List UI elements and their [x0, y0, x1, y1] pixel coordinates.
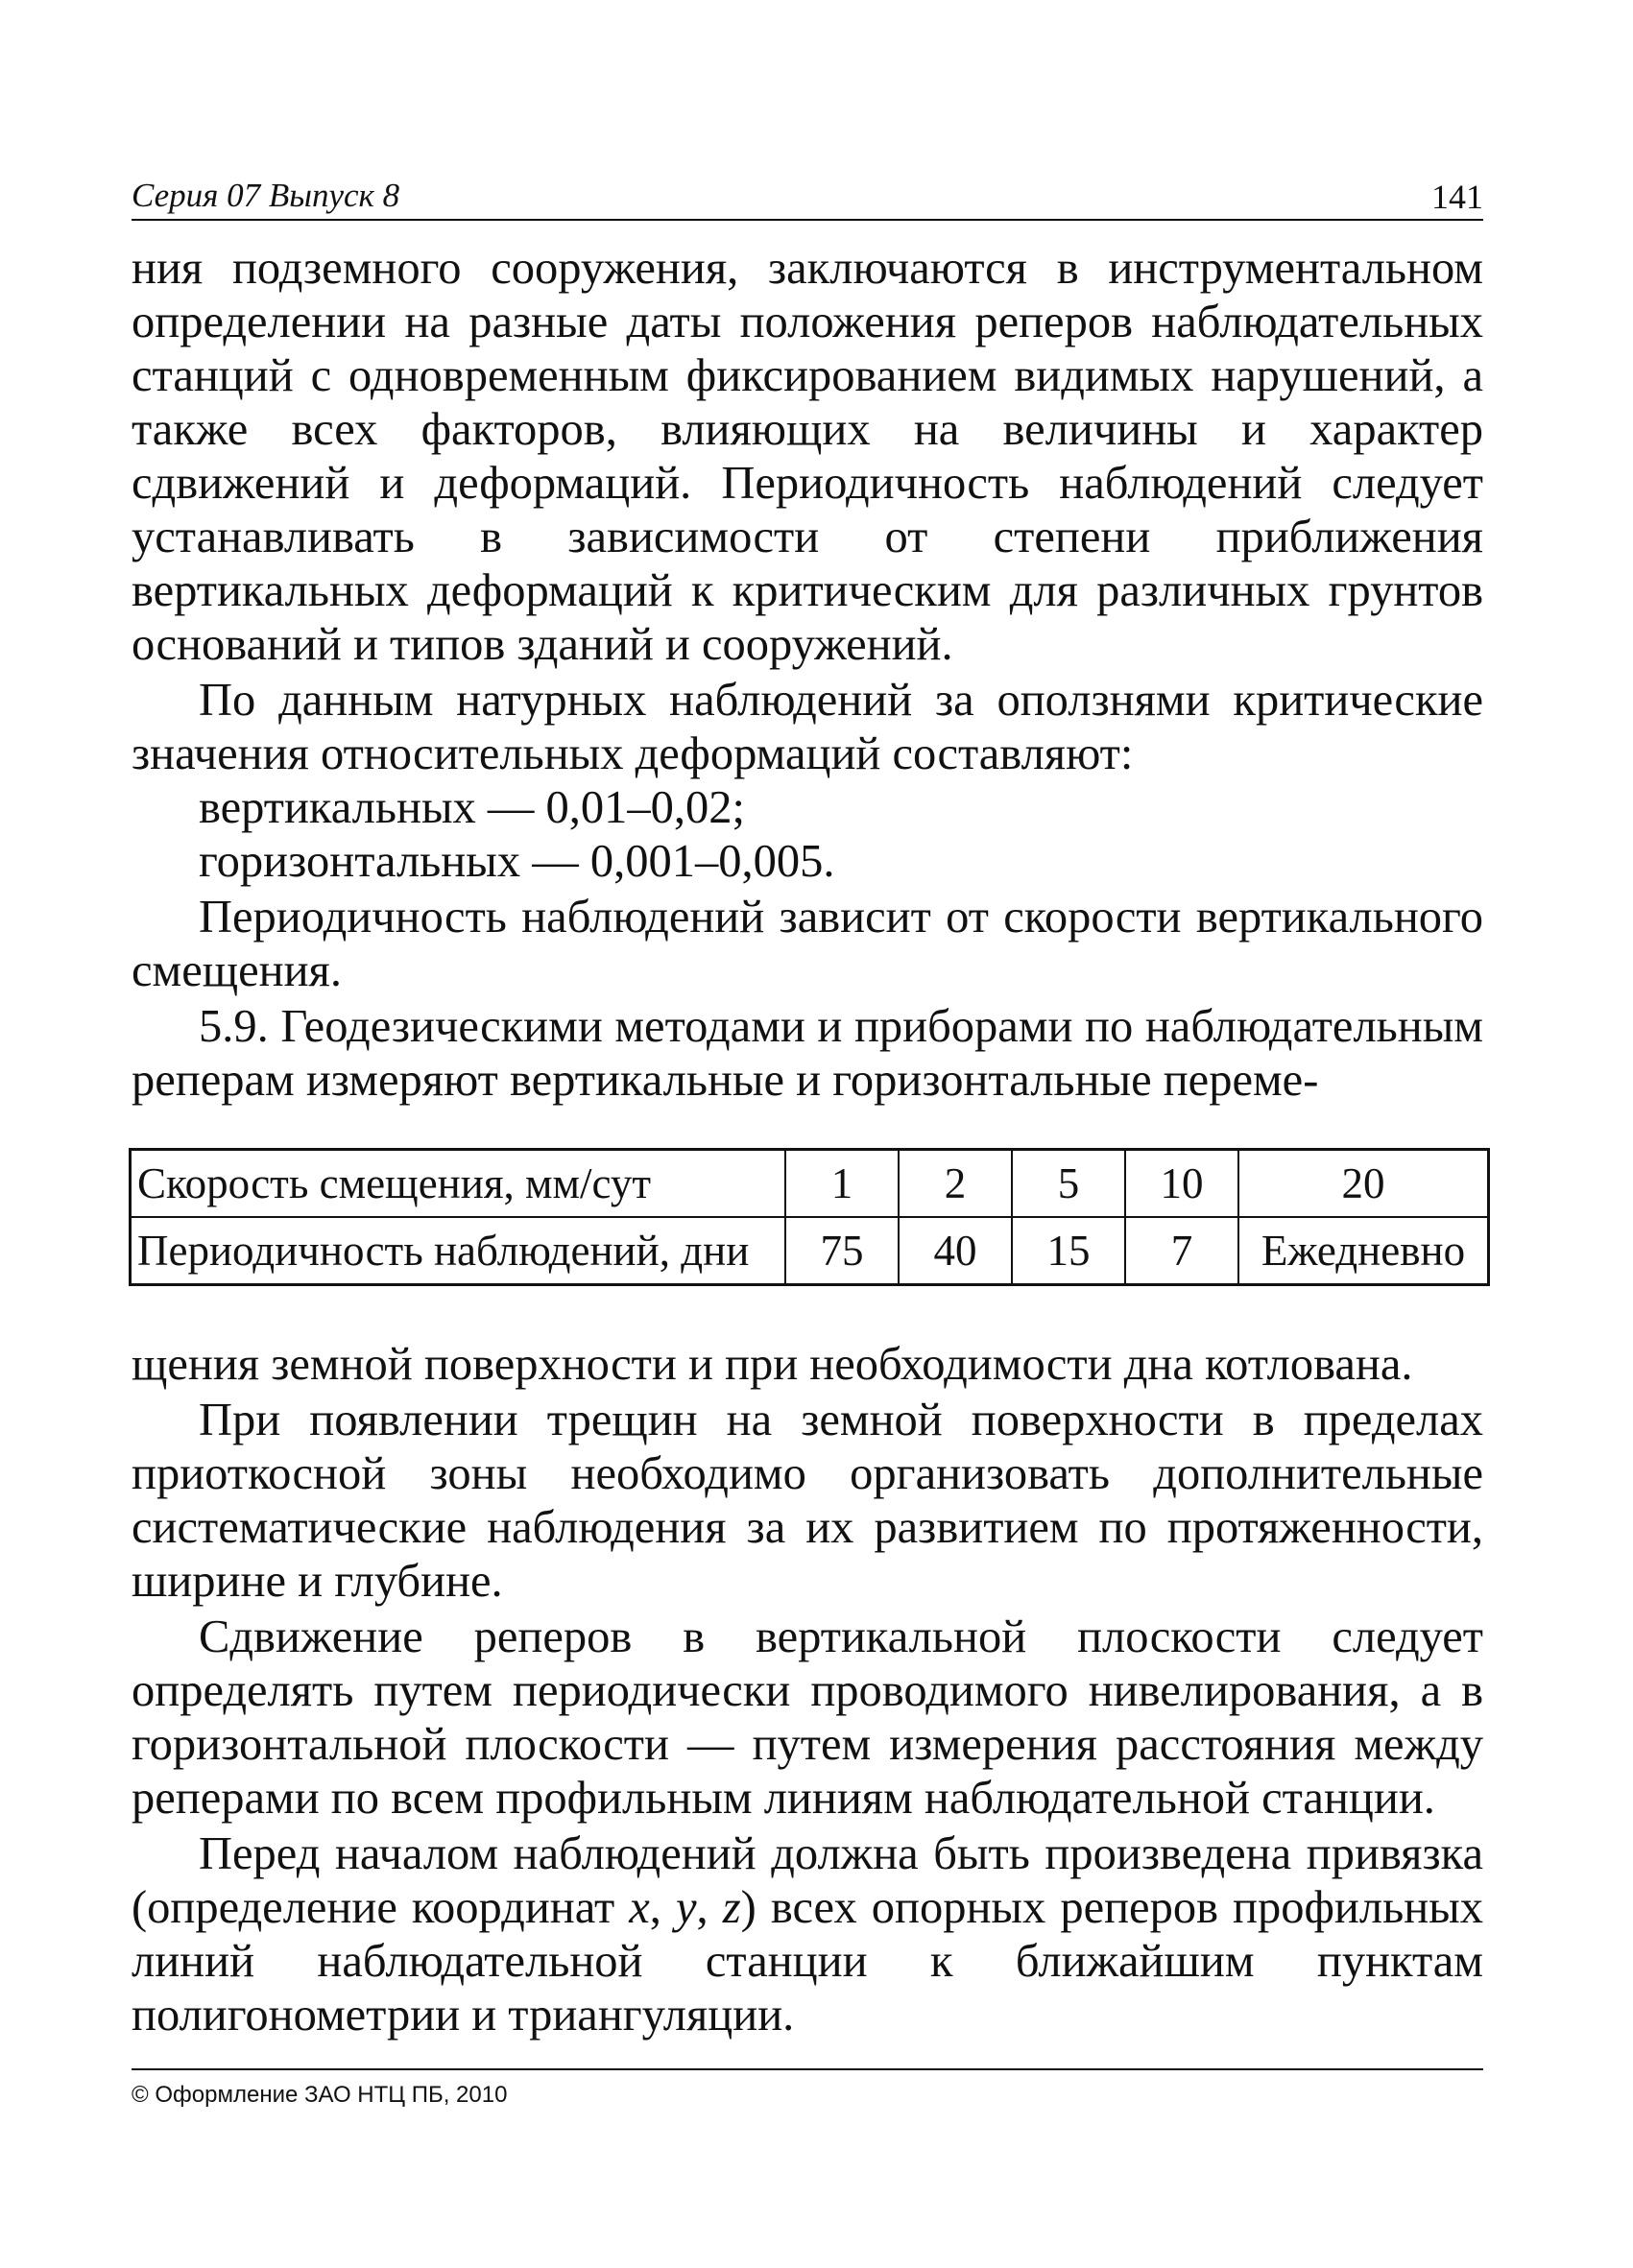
paragraph-5-9: 5.9. Геодезическими методами и приборами по наблюдательным реперам измеряют вертикальные и горизонтальные переме-: [132, 1001, 1483, 1106]
table-cell: 40: [899, 1217, 1012, 1285]
table-cell: 1: [785, 1150, 899, 1218]
coord-y: y: [676, 1882, 697, 1933]
value-vertical: вертикальных — 0,01–0,02;: [199, 782, 746, 833]
text-fragment: Перед началом наблюдений должна быть произведена привязка (определение координат: [132, 1828, 1483, 1933]
text-fragment: ,: [696, 1882, 723, 1933]
series-title: Серия 07 Выпуск 8: [132, 177, 400, 214]
table-cell: Периодичность наблюдений, дни: [131, 1217, 786, 1285]
paragraph-periodicity: Периодичность наблюдений зависит от скорости вертикального смещения.: [132, 892, 1483, 996]
table-cell: 20: [1238, 1150, 1489, 1218]
text-fragment: ,: [649, 1882, 676, 1933]
table-cell: 5: [1012, 1150, 1125, 1218]
page-footer: [132, 2068, 1483, 2109]
body-text-upper: [132, 242, 1483, 1108]
copyright-text: © Оформление ЗАО НТЦ ПБ, 2010: [132, 2082, 508, 2108]
table-row: [131, 1150, 1489, 1218]
table-cell: 7: [1125, 1217, 1238, 1285]
table-cell: Скорость смещения, мм/сут: [131, 1150, 786, 1218]
table-cell: 2: [899, 1150, 1012, 1218]
table-cell: 15: [1012, 1217, 1125, 1285]
paragraph-continuation: ния подземного сооружения, заключаются в инструментальном определении на разные даты положения реперов наблюдательных станций с одновременным фиксированием видимых нарушений, а также всех факторов, влияющих на величины и характер сдвижений и деформаций. Периодичность наблюдений следует устанавливать в зависимости от степени приближения вертикальных деформаций к критическим для различных грунтов оснований и типов зданий и сооружений.: [132, 243, 1483, 670]
paragraph-benchmark-shift: Сдвижение реперов в вертикальной плоскости следует определять путем периодически проводимого нивелирования, а в горизонтальной плоскости — путем измерения расстояния между реперами по всем профильным линиям наблюдательной станции.: [132, 1611, 1483, 1824]
table-cell: Ежедневно: [1238, 1217, 1489, 1285]
paragraph-reference: [132, 1827, 1483, 2042]
text-fragment: ) всех опорных реперов профильных линий наблюдательной станции к ближайшим пунктам полигонометрии и триангуляции.: [132, 1882, 1484, 2041]
table-cell: 75: [785, 1217, 899, 1285]
coord-z: z: [722, 1882, 741, 1933]
page-number: 141: [1431, 178, 1483, 216]
table-row: [131, 1217, 1489, 1285]
paragraph-critical-values: По данным натурных наблюдений за оползнями критические значения относительных деформаций составляют:: [132, 675, 1483, 779]
periodicity-table: [129, 1148, 1490, 1286]
paragraph-cracks: При появлении трещин на земной поверхности в пределах приоткосной зоны необходимо организовать дополнительные систематические наблюдения за их развитием по протяженности, ширине и глубине.: [132, 1395, 1483, 1607]
coord-x: x: [629, 1882, 650, 1933]
body-text-lower: [132, 1338, 1483, 2042]
table-cell: 10: [1125, 1150, 1238, 1218]
periodicity-table-wrapper: [129, 1148, 1490, 1286]
value-horizontal: горизонтальных — 0,001–0,005.: [199, 836, 835, 887]
running-header: [132, 173, 1483, 221]
paragraph-continuation-2: щения земной поверхности и при необходимости дна котлована.: [132, 1339, 1413, 1390]
